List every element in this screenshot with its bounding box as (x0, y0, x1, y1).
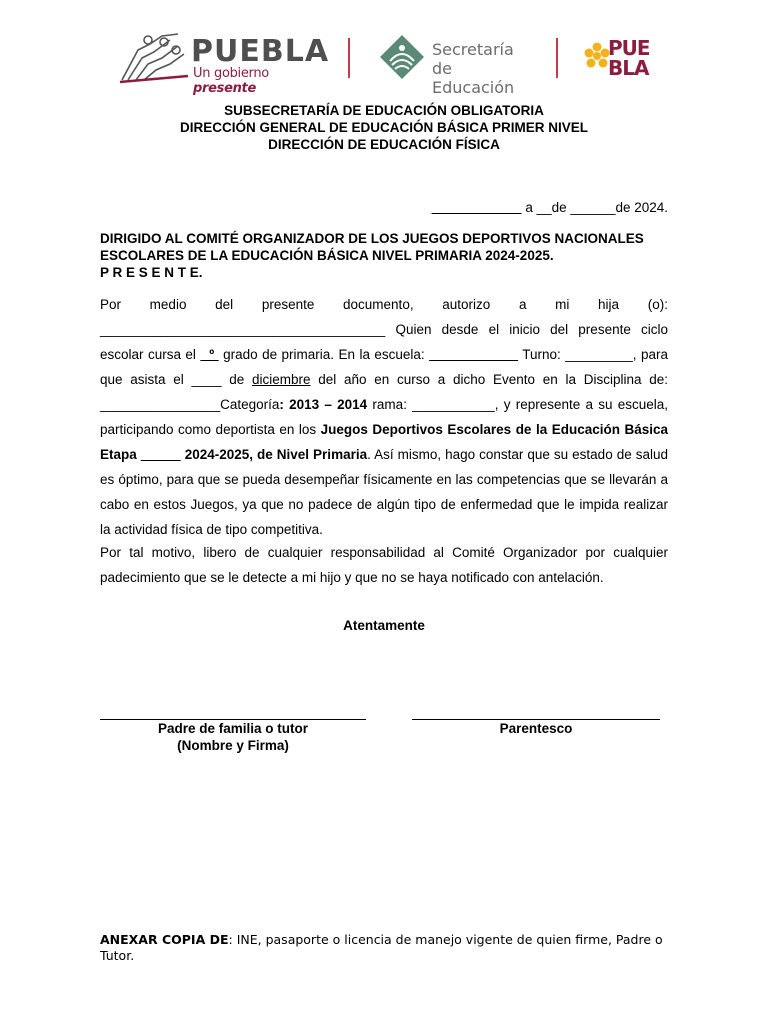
heading-direccion-fisica: DIRECCIÓN DE EDUCACIÓN FÍSICA (268, 137, 500, 152)
puebla-logo-tagline: Un gobierno presente (193, 66, 269, 96)
logo-divider (348, 38, 350, 78)
sep-logo (376, 30, 536, 97)
sep-emblem-icon (378, 33, 426, 81)
addressee-line2: ESCOLARES DE LA EDUCACIÓN BÁSICA NIVEL PRIMARIA 2024-2025. (100, 248, 554, 263)
puebla-government-logo (118, 30, 330, 96)
school-blank (429, 347, 518, 362)
header-logos (118, 30, 658, 97)
logo-divider (556, 38, 558, 78)
runners-icon (118, 30, 190, 86)
heading-subsecretaria: SUBSECRETARÍA DE EDUCACIÓN OBLIGATORIA (224, 103, 544, 118)
month-value: diciembre (252, 372, 311, 387)
pb-logo-line1: PUE (608, 36, 650, 60)
heading-direccion-general: DIRECCIÓN GENERAL DE EDUCACIÓN BÁSICA PRIMER NIVEL (179, 120, 589, 135)
puebla-logo-word: PUEBLA (191, 34, 330, 69)
place-blank (432, 200, 522, 215)
addressee-line1: DIRIGIDO AL COMITÉ ORGANIZADOR DE LOS JUEGOS DEPORTIVOS NACIONALES (100, 231, 644, 246)
authorization-paragraph: Por medio del presente documento, autorizo a mi hija (o): ______________________________________ Quien desde el inicio del presente ciclo escolar cursa el º grado de primaria. En la escuela: Turno: _________, para que asista el ____ de diciembre del año en curso a dicho Evento en la Disciplina de: ________________Categoría: 2013 – 2014 rama: ___________, y represente a su escuela, participando como deportista en los Juegos Deportivos Escolares de la Educación Básica Etapa 2024-2025, de Nivel Primaria. Así mismo, hago constar que su estado de salud es óptimo, para que se pueda desempeñar físicamente en las competencias que se llevarán a cabo en estos Juegos, ya que no padece de algún tipo de enfermedad que le impida realizar la actividad física de tipo competitiva. (100, 297, 669, 537)
addressee-presente: P R E S E N T E. (100, 265, 203, 280)
annex-note (100, 932, 670, 964)
pb-logo-line2: BLA (608, 56, 649, 80)
sun-flower-icon (584, 42, 610, 72)
sep-logo-line1: Secretaría (432, 40, 514, 59)
date-line (432, 200, 668, 215)
event-name: Juegos Deportivos Escolares de la Educación Básica Etapa (100, 422, 668, 462)
parent-signature-label: Padre de familia o tutor (Nombre y Firma) (157, 721, 309, 753)
liability-paragraph: Por tal motivo, libero de cualquier responsabilidad al Comité Organizador por cualquier padecimiento que se le detecte a mi hijo y que no se haya notificado con antelación. (100, 545, 668, 585)
sep-logo-line2: de Educación (432, 59, 515, 97)
grade-blank: º (200, 347, 219, 362)
puebla-brand-logo (584, 34, 654, 84)
category-value: 2013 – 2014 (289, 397, 368, 412)
closing-atentamente: Atentamente (343, 618, 425, 633)
addressee-block (100, 230, 670, 281)
date-text: a __de ______de 2024. (521, 200, 668, 215)
stage-blank (141, 447, 181, 462)
relationship-label: Parentesco (499, 721, 573, 736)
annex-text: : INE, pasaporte o licencia de manejo vigente de quien firme, Padre o Tutor. (100, 932, 663, 963)
annex-label: ANEXAR COPIA DE (100, 932, 229, 947)
